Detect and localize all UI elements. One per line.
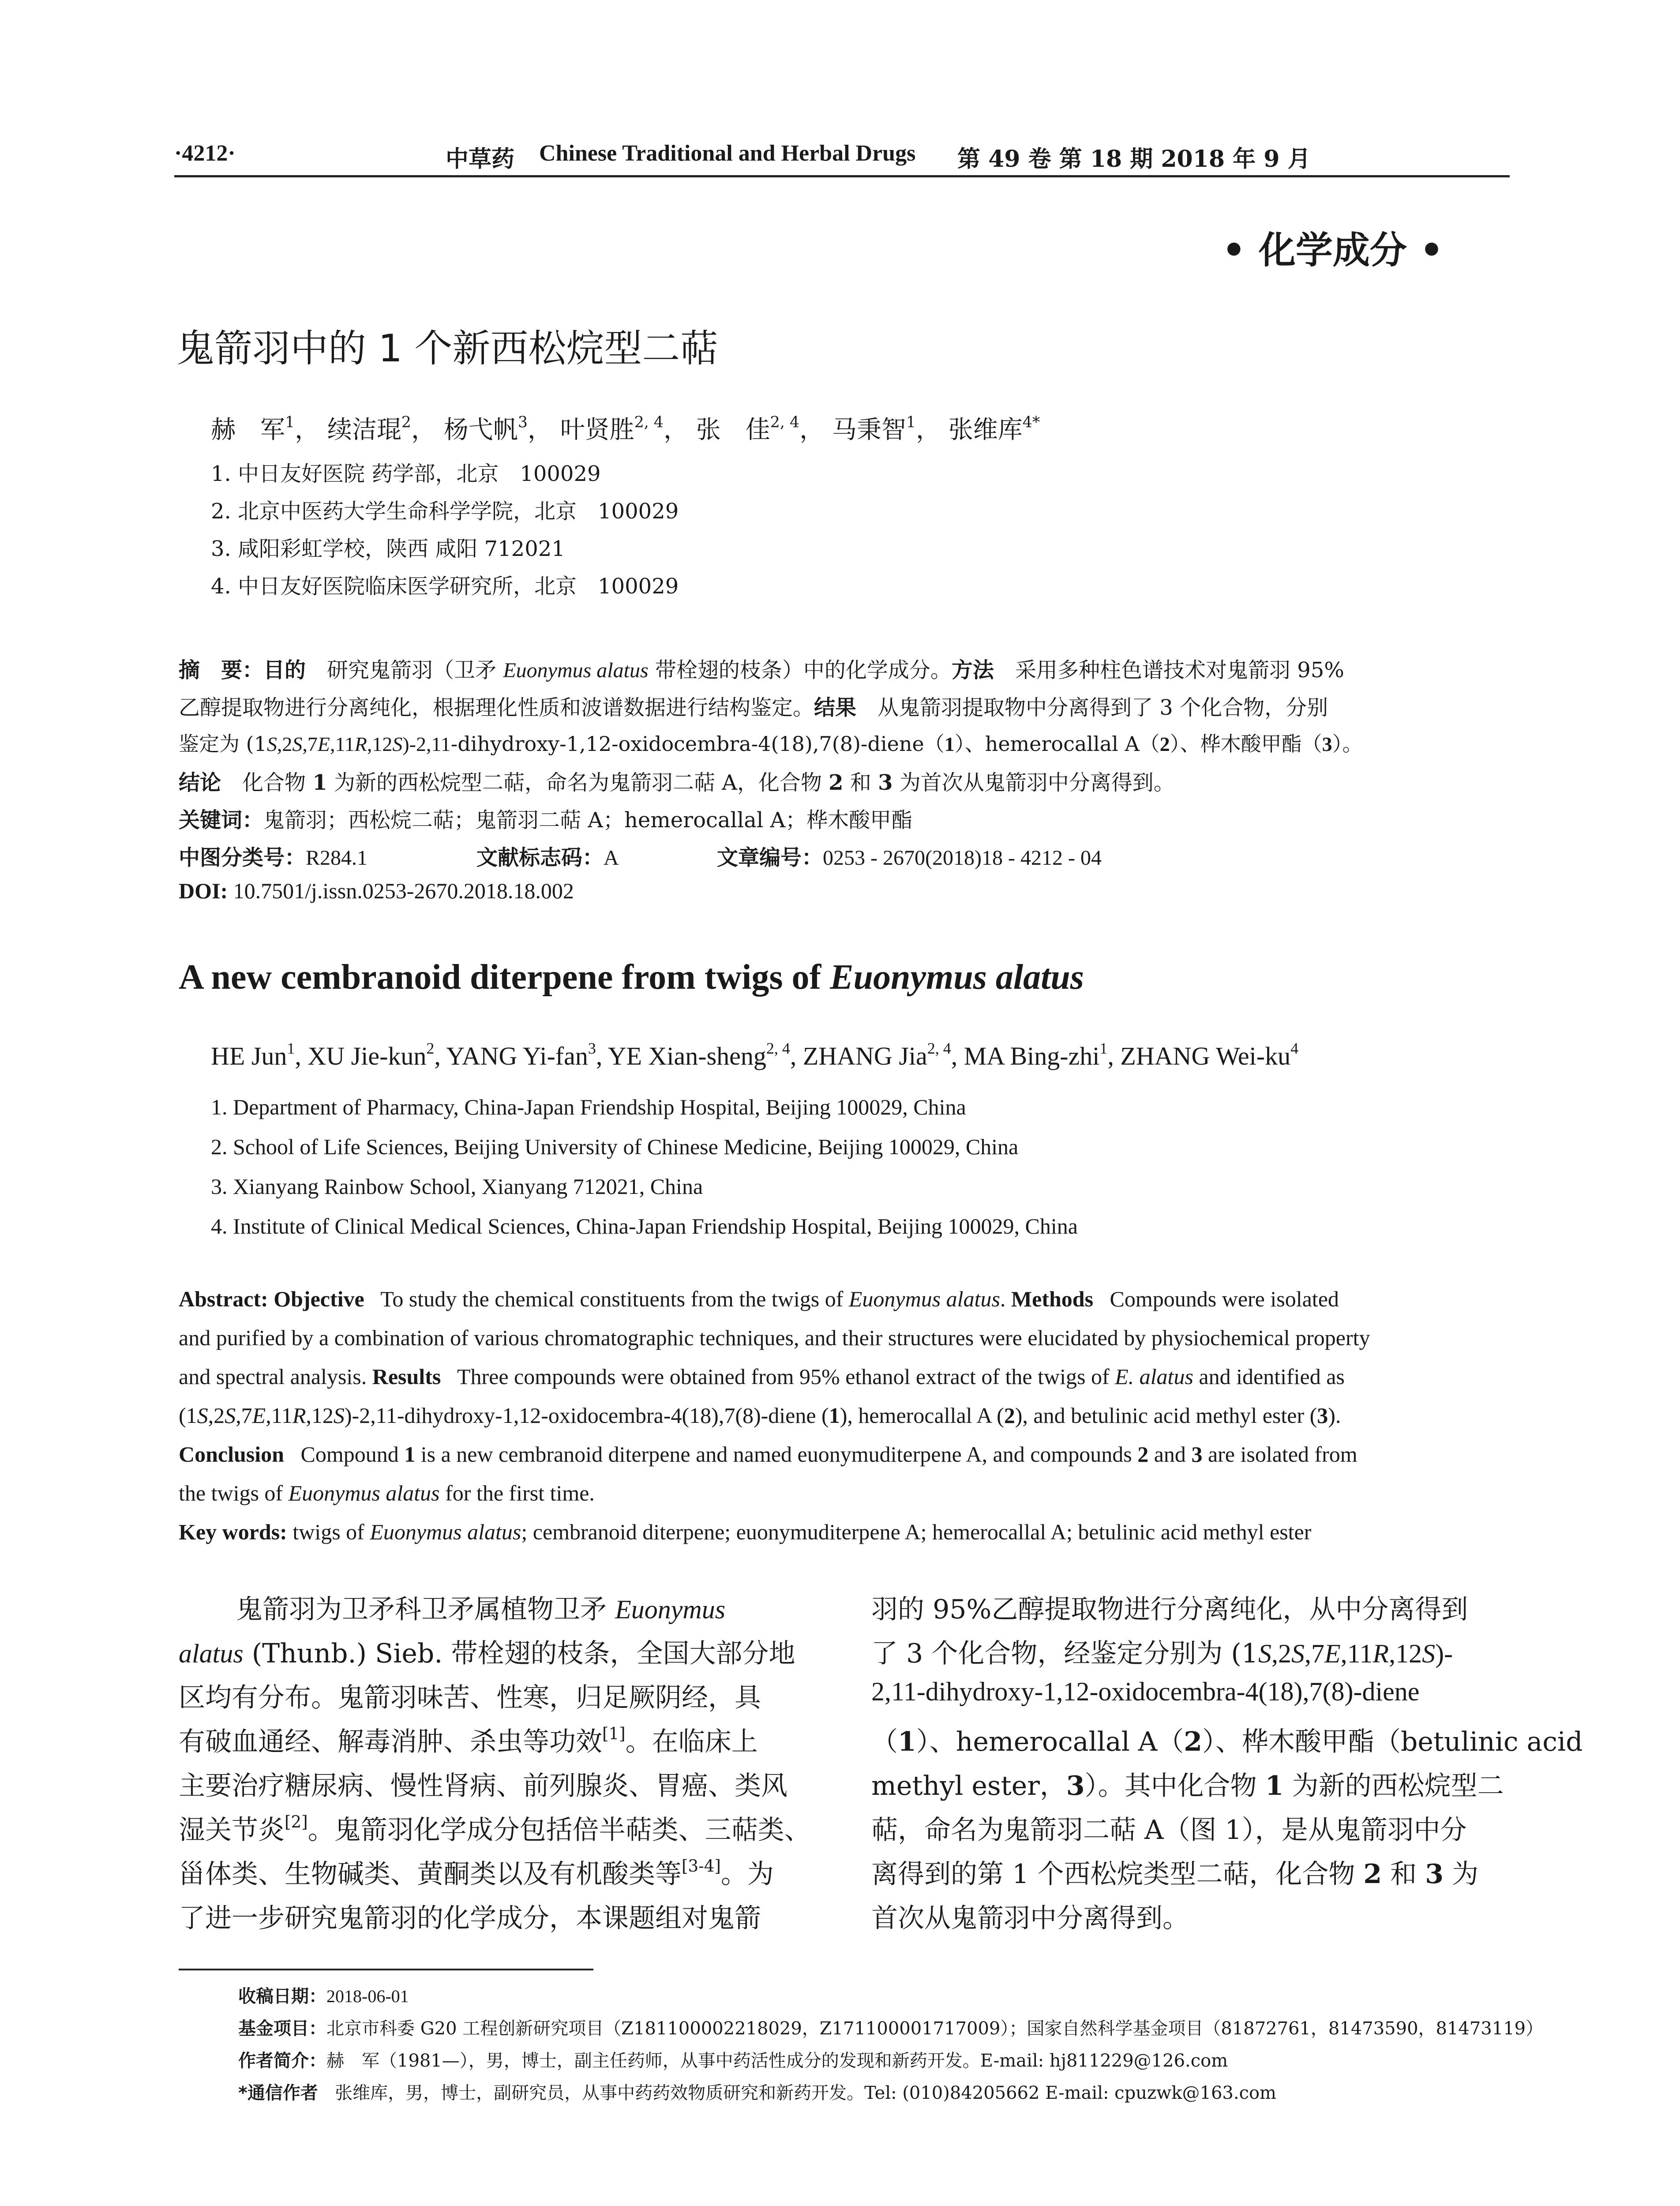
affiliation-en: 3. Xianyang Rainbow School, Xianyang 712021, China [211, 1174, 703, 1199]
affiliation-cn: 1. 中日友好医院 药学部，北京 100029 [211, 461, 601, 486]
citation[interactable]: [1] [602, 1723, 626, 1743]
issue-info: 第 49 卷 第 18 期 2018 年 9 月 [957, 146, 1311, 173]
keywords-cn: 关键词：鬼箭羽；西松烷二萜；鬼箭羽二萜 A；hemerocallal A；桦木酸甲酯 [179, 808, 913, 833]
abstract-en-line: and purified by a combination of various chromatographic techniques, and their structures were elucidated by physiochemical property [179, 1325, 1370, 1350]
body-line: 了进一步研究鬼箭羽的化学成分，本课题组对鬼箭 [179, 1903, 761, 1934]
affiliation-cn: 3. 咸阳彩虹学校，陕西 咸阳 712021 [211, 536, 565, 561]
body-line: 萜，命名为鬼箭羽二萜 A（图 1），是从鬼箭羽中分 [871, 1815, 1467, 1846]
authors-cn: 赫 军$^1$， 续洁琨$^2$， 杨弋帆$^3$， 叶贤胜$^{2, 4}$， 张 佳$^{2, 4}$， 马秉智$^1$， 张维库$^{4*}$ [211, 413, 1040, 444]
affiliation-en: 1. Department of Pharmacy, China-Japan Friendship Hospital, Beijing 100029, China [211, 1095, 966, 1119]
authors-en: HE Jun$^1$, XU Jie-kun$^2$, YANG Yi-fan$^3$, YE Xian-sheng$^{2, 4}$, ZHANG Jia$^{2, 4}$, MA Bing-zhi$^1$, ZHANG Wei-$ku^4$ [211, 1039, 1299, 1070]
affiliation-cn: 4. 中日友好医院临床医学研究所，北京 100029 [211, 574, 679, 599]
body-line: 羽的 95%乙醇提取物进行分离纯化，从中分离得到 [871, 1594, 1468, 1625]
author-cn: 赫 军 [211, 416, 285, 444]
doi: DOI: 10.7501/j.issn.0253-2670.2018.18.002 [179, 878, 574, 903]
article-number: 文章编号：0253 - 2670(2018)18 - 4212 - 04 [717, 845, 1102, 870]
author-cn: 叶贤胜 [560, 416, 634, 444]
body-line: 湿关节炎[2]。鬼箭羽化学成分包括倍半萜类、三萜类、 [179, 1812, 811, 1846]
affiliation-en: 2. School of Life Sciences, Beijing University of Chinese Medicine, Beijing 100029, China [211, 1134, 1019, 1159]
body-line: 2,11-dihydroxy-1,12-oxidocembra-4(18),7(8)-diene [871, 1677, 1420, 1706]
body-line: 离得到的第 1 个西松烷类型二萜，化合物 2 和 3 为 [871, 1859, 1479, 1890]
body-line: （1）、hemerocallal A（2）、桦木酸甲酯（betulinic acid [871, 1726, 1583, 1757]
footnote-received: 收稿日期：2018-06-01 [238, 1986, 409, 2007]
affiliation-en: 4. Institute of Clinical Medical Sciences, China-Japan Friendship Hospital, Beijing 100029, China [211, 1214, 1078, 1238]
author-cn: 续洁琨 [327, 416, 401, 444]
abstract-en-line: and spectral analysis. Results Three compounds were obtained from 95% ethanol extract of the twigs of E. alatus and identified as [179, 1364, 1345, 1389]
body-line: 区均有分布。鬼箭羽味苦、性寒，归足厥阴经，具 [179, 1682, 761, 1713]
abstract-cn-line: 结论 化合物 1 为新的西松烷型二萜，命名为鬼箭羽二萜 A，化合物 2 和 3 为首次从鬼箭羽中分离得到。 [179, 770, 1175, 795]
abstract-en-line: (1S,2S,7E,11R,12S)-2,11-dihydroxy-1,12-oxidocembra-4(18),7(8)-diene (1), hemerocallal A (2), and betulinic acid methyl ester (3). [179, 1403, 1341, 1428]
abstract-cn-line: 摘 要：目的 研究鬼箭羽（卫矛 Euonymus alatus 带栓翅的枝条）中的化学成分。方法 采用多种柱色谱技术对鬼箭羽 95% [179, 658, 1344, 683]
footnote-corresponding: *通信作者 张维库，男，博士，副研究员，从事中药药效物质研究和新药开发。Tel: (010)84205662 E-mail: cpuzwk@163.com [238, 2083, 1276, 2103]
body-line: 鬼箭羽为卫矛科卫矛属植物卫矛 Euonymus [236, 1594, 726, 1625]
affiliation-cn: 2. 北京中医药大学生命科学学院，北京 100029 [211, 499, 679, 524]
citation[interactable]: [3-4] [682, 1856, 721, 1876]
author-cn: 马秉智 [832, 416, 906, 444]
title-cn: 鬼箭羽中的 1 个新西松烷型二萜 [176, 326, 718, 371]
document-code: 文献标志码：A [476, 845, 619, 870]
title-en: A new cembranoid diterpene from twigs of Euonymus alatus [179, 958, 1084, 997]
section-label: • 化学成分 • [1222, 228, 1444, 272]
footnote-rule [179, 1969, 593, 1970]
author-cn: 张 佳 [696, 416, 770, 444]
body-line: 了 3 个化合物，经鉴定分别为 (1S,2S,7E,11R,12S)- [871, 1638, 1453, 1669]
page-number: ·4212· [174, 141, 236, 166]
body-line: 甾体类、生物碱类、黄酮类以及有机酸类等[3-4]。为 [179, 1856, 774, 1890]
keywords-en: Key words: twigs of Euonymus alatus; cembranoid diterpene; euonymuditerpene A; hemerocallal A; betulinic acid methyl ester [179, 1519, 1312, 1544]
footnote-fund: 基金项目：北京市科委 G20 工程创新研究项目（Z181100002218029，Z171100001717009）；国家自然科学基金项目（81872761，81473590，81473119） [238, 2018, 1544, 2039]
abstract-en-line: Conclusion Compound 1 is a new cembranoid diterpene and named euonymuditerpene A, and compounds 2 and 3 are isolated from [179, 1442, 1358, 1467]
author-cn: 张维库 [948, 416, 1023, 444]
body-line: methyl ester，3）。其中化合物 1 为新的西松烷型二 [871, 1771, 1504, 1801]
journal-name-cn: 中草药 [446, 146, 515, 173]
abstract-cn-line: 乙醇提取物进行分离纯化，根据理化性质和波谱数据进行结构鉴定。结果 从鬼箭羽提取物中分离得到了 3 个化合物，分别 [179, 695, 1328, 720]
body-line: 首次从鬼箭羽中分离得到。 [871, 1903, 1189, 1934]
body-line: 主要治疗糖尿病、慢性肾病、前列腺炎、胃癌、类风 [179, 1771, 788, 1801]
body-line: alatus (Thunb.) Sieb. 带栓翅的枝条，全国大部分地 [179, 1638, 795, 1669]
journal-name-en: Chinese Traditional and Herbal Drugs [539, 141, 916, 166]
abstract-en-line: Abstract: Objective To study the chemical constituents from the twigs of Euonymus alatus. Methods Compounds were isolated [179, 1287, 1339, 1311]
citation[interactable]: [2] [285, 1812, 308, 1831]
abstract-en-line: the twigs of Euonymus alatus for the first time. [179, 1481, 595, 1505]
body-line: 有破血通经、解毒消肿、杀虫等功效[1]。在临床上 [179, 1723, 758, 1757]
classification: 中图分类号：R284.1 [179, 845, 368, 870]
header-rule [174, 175, 1510, 177]
abstract-cn-line: 鉴定为 (1S,2S,7E,11R,12S)-2,11-dihydroxy-1,12-oxidocembra-4(18),7(8)-diene（1）、hemerocallal A（2）、桦木酸甲酯（3）。 [179, 732, 1363, 756]
footnote-author: 作者简介：赫 军（1981—），男，博士，副主任药师，从事中药活性成分的发现和新药开发。E-mail: hj811229@126.com [238, 2051, 1228, 2071]
author-cn: 杨弋帆 [443, 416, 518, 444]
